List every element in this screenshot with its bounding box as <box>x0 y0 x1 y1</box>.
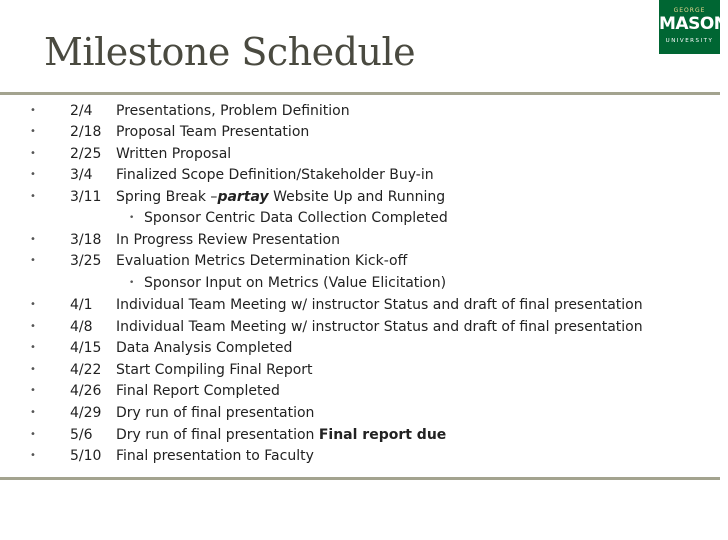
milestone-date: 3/4 <box>70 167 93 183</box>
milestone-text: Data Analysis Completed <box>116 340 293 356</box>
milestone-date: 2/4 <box>70 103 93 119</box>
bullet-marker: • <box>30 429 36 440</box>
logo-text-middle: MASON <box>659 14 728 34</box>
milestone-text: Presentations, Problem Definition <box>116 103 350 119</box>
milestone-text <box>116 425 446 445</box>
bullet-marker: • <box>30 255 36 266</box>
milestone-date: 4/15 <box>70 340 102 356</box>
milestone-subitem-text: Sponsor Input on Metrics (Value Elicitation) <box>144 275 447 291</box>
milestone-text: Start Compiling Final Report <box>116 362 313 378</box>
milestone-text-part: Dry run of final presentation <box>116 427 319 443</box>
sub-bullet-marker: • <box>129 213 135 223</box>
milestone-date: 4/26 <box>70 383 102 399</box>
bullet-marker: • <box>30 364 36 375</box>
bullet-marker: • <box>30 126 36 137</box>
milestone-date: 5/6 <box>70 427 93 443</box>
milestone-text: Individual Team Meeting w/ instructor Status and draft of final presentation <box>116 297 643 313</box>
milestone-date: 3/18 <box>70 232 102 248</box>
milestone-text: Evaluation Metrics Determination Kick-off <box>116 253 408 269</box>
milestone-text: Proposal Team Presentation <box>116 124 310 140</box>
logo-text-bottom: UNIVERSITY <box>665 38 714 44</box>
logo-text-top: GEORGE <box>673 7 706 14</box>
milestone-text: Finalized Scope Definition/Stakeholder Buy-in <box>116 167 434 183</box>
milestone-text-part: Website Up and Running <box>268 189 446 205</box>
milestone-date: 4/29 <box>70 405 102 421</box>
milestone-text: Final presentation to Faculty <box>116 448 314 464</box>
milestone-text: Final Report Completed <box>116 383 280 399</box>
bottom-divider <box>0 477 720 480</box>
milestone-subitem-text: Sponsor Centric Data Collection Completed <box>144 210 448 226</box>
milestone-text-emphasis: partay <box>217 189 269 205</box>
sub-bullet-marker: • <box>129 278 135 288</box>
bullet-marker: • <box>30 450 36 461</box>
milestone-date: 4/8 <box>70 319 93 335</box>
milestone-text-part: Spring Break – <box>116 189 218 205</box>
top-divider <box>0 92 720 95</box>
milestone-text: In Progress Review Presentation <box>116 232 340 248</box>
milestone-date: 5/10 <box>70 448 102 464</box>
milestone-text: Written Proposal <box>116 146 232 162</box>
bullet-marker: • <box>30 148 36 159</box>
george-mason-logo <box>659 0 728 54</box>
milestone-date: 4/1 <box>70 297 93 313</box>
milestone-text <box>116 187 445 207</box>
milestone-text: Dry run of final presentation <box>116 405 315 421</box>
slide-title: Milestone Schedule <box>44 30 416 74</box>
milestone-date: 3/25 <box>70 253 102 269</box>
bullet-marker: • <box>30 385 36 396</box>
bullet-marker: • <box>30 169 36 180</box>
bullet-marker: • <box>30 321 36 332</box>
bullet-marker: • <box>30 342 36 353</box>
bullet-marker: • <box>30 234 36 245</box>
milestone-date: 2/18 <box>70 124 102 140</box>
milestone-text-emphasis: Final report due <box>318 427 447 443</box>
bullet-marker: • <box>30 191 36 202</box>
bullet-marker: • <box>30 105 36 116</box>
milestone-text: Individual Team Meeting w/ instructor Status and draft of final presentation <box>116 319 643 335</box>
bullet-marker: • <box>30 299 36 310</box>
milestone-date: 3/11 <box>70 189 102 205</box>
bullet-marker: • <box>30 407 36 418</box>
milestone-date: 4/22 <box>70 362 102 378</box>
milestone-date: 2/25 <box>70 146 102 162</box>
